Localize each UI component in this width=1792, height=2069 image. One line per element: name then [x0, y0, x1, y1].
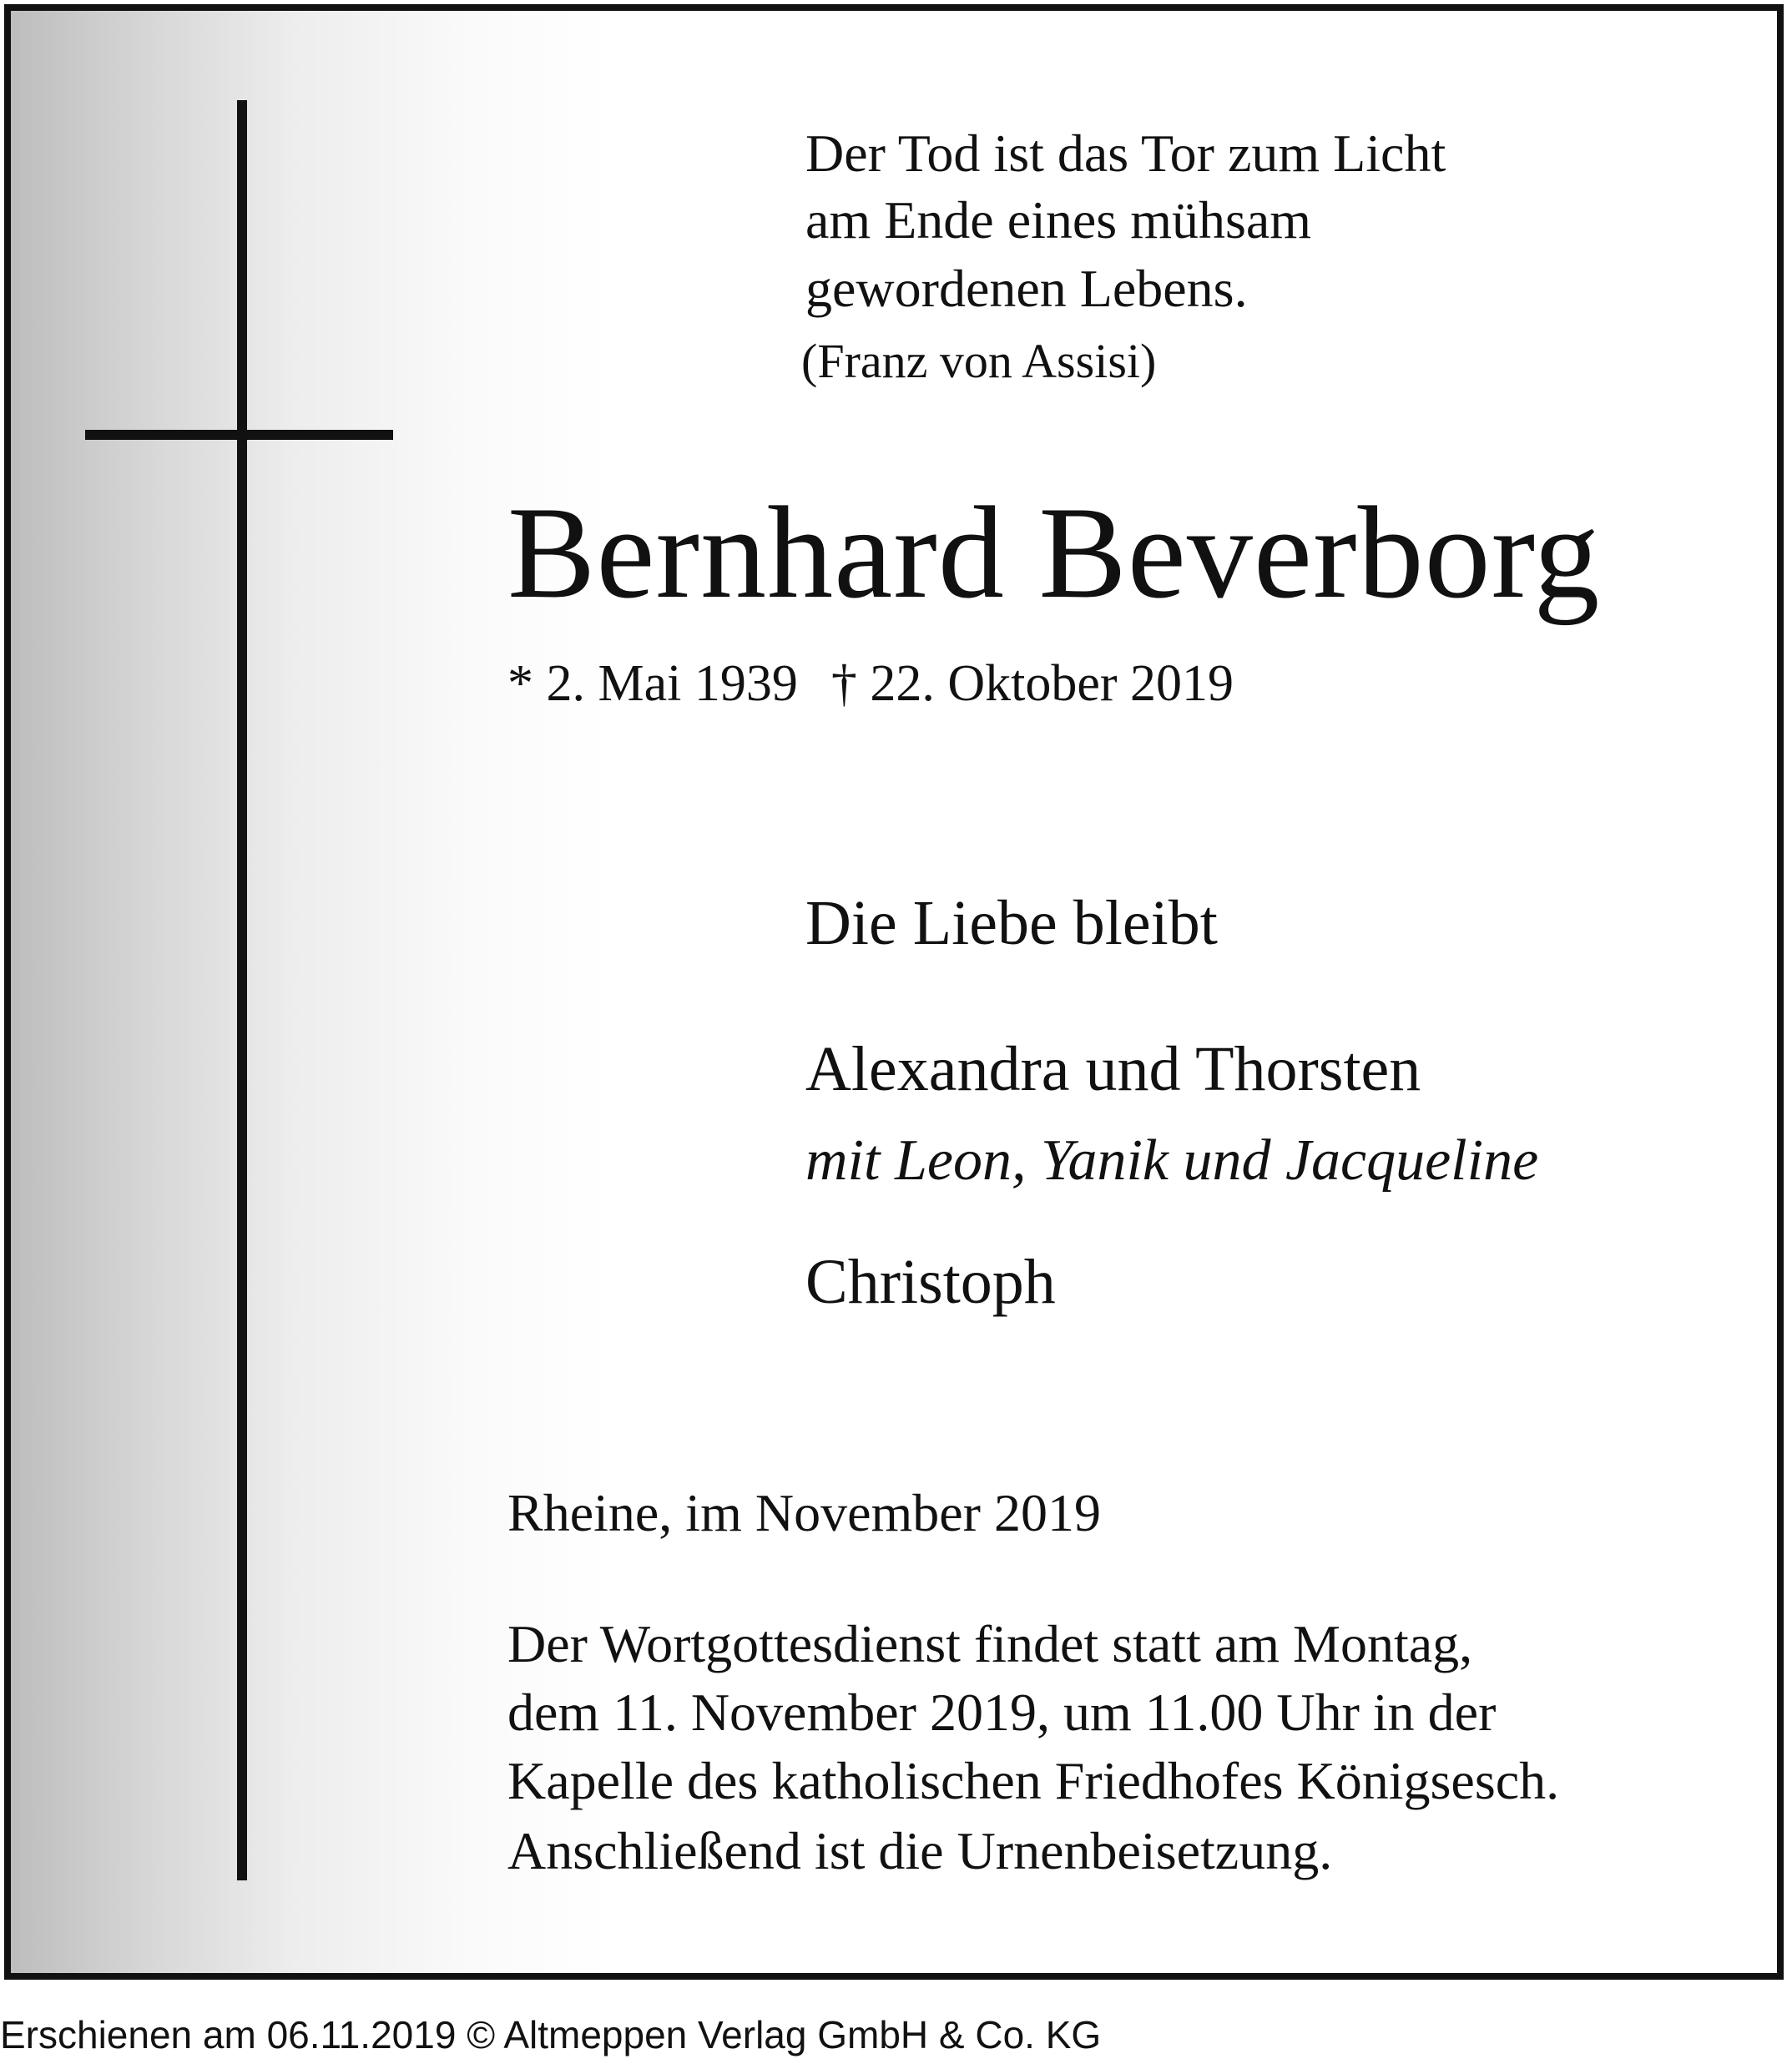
quote-author: (Franz von Assisi) — [801, 334, 1157, 388]
service-line-2: dem 11. November 2019, um 11.00 Uhr in der — [507, 1683, 1497, 1742]
birth-date: * 2. Mai 1939 — [507, 655, 798, 712]
quote-line-1: Der Tod ist das Tor zum Licht — [805, 124, 1446, 183]
service-line-1: Der Wortgottesdienst findet statt am Montag, — [507, 1614, 1473, 1673]
place-date: Rheine, im November 2019 — [507, 1483, 1101, 1542]
quote-line-3: gewordenen Lebens. — [805, 259, 1248, 318]
life-dates — [507, 650, 1234, 717]
family-children: mit Leon, Yanik und Jacqueline — [805, 1128, 1539, 1193]
publication-footer: Erschienen am 06.11.2019 © Altmeppen Verlag GmbH & Co. KG — [0, 2013, 1102, 2056]
family-names: Alexandra und Thorsten — [805, 1034, 1421, 1104]
service-line-3: Kapelle des katholischen Friedhofes Königsesch. — [507, 1751, 1560, 1810]
deceased-name: Bernhard Beverborg — [507, 480, 1601, 626]
quote-line-2: am Ende eines mühsam — [805, 190, 1312, 250]
death-date: † 22. Oktober 2019 — [830, 655, 1234, 712]
service-line-4: Anschließend ist die Urnenbeisetzung. — [507, 1821, 1333, 1880]
obituary-notice — [4, 4, 1784, 1980]
family-motto: Die Liebe bleibt — [805, 888, 1218, 958]
cross-vertical-bar — [237, 100, 247, 1880]
family-other: Christoph — [805, 1247, 1056, 1317]
cross-horizontal-bar — [85, 430, 393, 440]
